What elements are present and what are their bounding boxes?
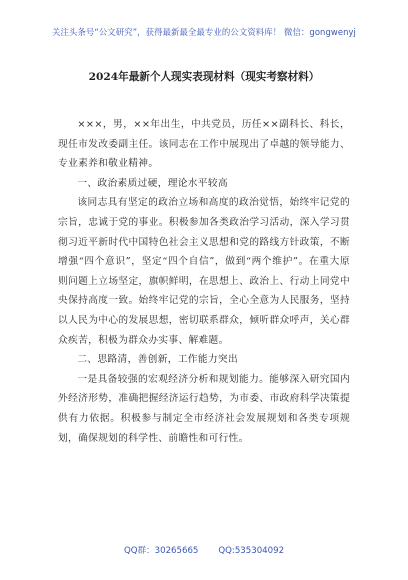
- header-note: 关注头条号“公文研究”，获得最新最全最专业的公文资料库！ 微信：gongwenyj: [52, 27, 356, 37]
- footer-qq-number: QQ:535304092: [218, 546, 285, 556]
- document-title: 2024年最新个人现实表现材料（现实考察材料）: [88, 71, 320, 83]
- footer-qq-group: QQ群：30265665: [123, 546, 199, 556]
- section-heading-2: 二、思路清，善创新，工作能力突出: [77, 354, 238, 366]
- intro-paragraph: ×××，男，××年出生，中共党员，历任××副科长、科长，现任市发改委副主任。该同志在工作中展现出了卓越的领导能力、专业素养和敬业精神。: [58, 119, 350, 170]
- section-1-paragraph: 该同志具有坚定的政治立场和高度的政治觉悟，始终牢记党的宗旨，忠诚于党的事业。积极参加各类政治学习活动，深入学习贯彻习近平新时代中国特色社会主义思想和党的路线方针政策，不断增强“四个意识”，坚定“四个自信”，做到“两个维护”。在重大原则问题上立场坚定，旗帜鲜明，在思想上、政治上、行动上同党中央保持高度一致。始终牢记党的宗旨，全心全意为人民服务，坚持以人民为中心的发展思想，密切联系群众，倾听群众呼声，关心群众疾苦，积极为群众办实事、解难题。: [58, 197, 350, 346]
- footer-contact: [0, 544, 408, 556]
- section-2-paragraph: 一是具备较强的宏观经济分析和规划能力。能够深入研究国内外经济形势，准确把握经济运行趋势，为市委、市政府科学决策提供有力依据。积极参与制定全市经济社会发展规划和各类专项规划，确保规划的科学性、前瞻性和可行性。: [58, 373, 350, 444]
- section-heading-1: 一、政治素质过硬，理论水平较高: [77, 177, 228, 189]
- document-body: [58, 115, 350, 448]
